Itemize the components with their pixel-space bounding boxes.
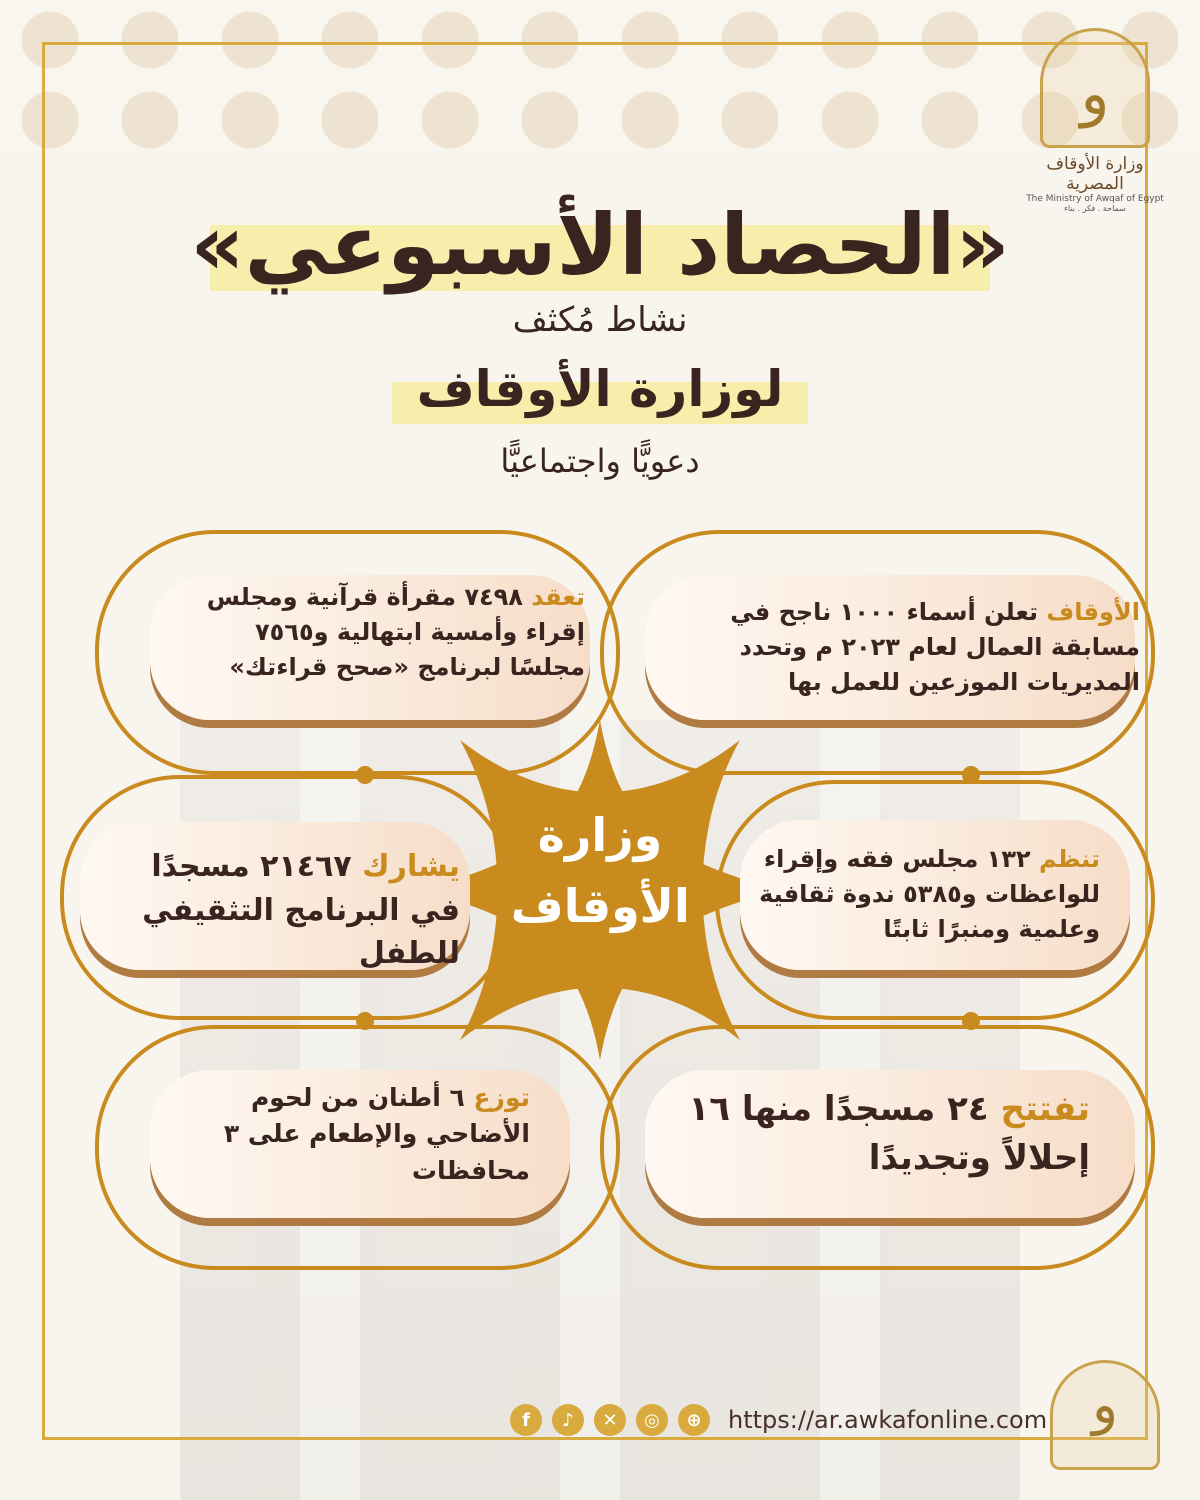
website-link[interactable]: https://ar.awkafonline.com (728, 1406, 1048, 1434)
logo-tagline: سماحة . فكر . بناء (1064, 204, 1126, 213)
connector-dot (962, 1012, 980, 1030)
dome-icon (1040, 28, 1150, 148)
card-mid-left-hl: يشارك (362, 849, 460, 884)
connector-dot (356, 766, 374, 784)
card-top-right-text (660, 595, 1140, 699)
footer (510, 1400, 1047, 1440)
logo-name: وزارة الأوقاف المصرية (1046, 154, 1144, 194)
center-line-2: الأوقاف (510, 879, 690, 934)
card-top-left-body: ٧٤٩٨ مقرأة قرآنية ومجلس إقراء وأمسية ابتهالية و٧٥٦٥ مجلسًا لبرنامج «صحح قراءتك» (206, 583, 585, 681)
card-bottom-left-hl: توزع (473, 1083, 530, 1112)
card-mid-left-body: ٢١٤٦٧ مسجدًا في البرنامج التثقيفي للطفل (142, 849, 460, 971)
card-bottom-right-body: ٢٤ مسجدًا منها ١٦ إحلالاً وتجديدًا (688, 1089, 1090, 1179)
card-mid-right-hl: تنظم (1038, 845, 1100, 873)
center-line-1: وزارة (537, 808, 663, 862)
logo-name-en: The Ministry of Awqaf of Egypt (1026, 194, 1164, 204)
subtitle-2: لوزارة الأوقاف (416, 360, 784, 418)
card-top-left-text (180, 580, 585, 684)
instagram-icon[interactable]: ◎ (636, 1404, 668, 1436)
card-top-right-body: تعلن أسماء ١٠٠٠ ناجح في مسابقة العمال لعام ٢٠٢٣ م وتحدد المديريات الموزعين للعمل بها (730, 598, 1140, 696)
subtitle-3: دعويًّا واجتماعيًّا (500, 442, 700, 480)
card-bottom-left-body: ٦ أطنان من لحوم الأضاحي والإطعام على ٣ محافظات (223, 1083, 530, 1185)
tiktok-icon[interactable]: ♪ (552, 1404, 584, 1436)
ministry-logo (1020, 28, 1170, 218)
card-top-right-hl: الأوقاف (1046, 598, 1140, 626)
globe-icon[interactable]: ⊕ (678, 1404, 710, 1436)
card-mid-right-body: ١٣٢ مجلس فقه وإقراء للواعظات و٥٣٨٥ ندوة ثقافية وعلمية ومنبرًا ثابتًا (759, 845, 1100, 943)
card-mid-right-text (745, 842, 1100, 946)
x-icon[interactable]: ✕ (594, 1404, 626, 1436)
connector-dot (962, 766, 980, 784)
card-top-left-hl: تعقد (531, 583, 585, 611)
connector-dot (356, 1012, 374, 1030)
footer-logo (1050, 1360, 1160, 1470)
card-mid-left-text (100, 845, 460, 976)
card-bottom-right-hl: تفتتح (1000, 1089, 1090, 1129)
subtitle-1: نشاط مُكثف (512, 300, 688, 340)
card-bottom-right-text (680, 1085, 1090, 1184)
facebook-icon[interactable]: f (510, 1404, 542, 1436)
footer-logo-glyph: و (1091, 1373, 1119, 1436)
card-bottom-left-text (200, 1080, 530, 1189)
page-title: «الحصاد الأسبوعي» (190, 196, 1010, 294)
logo-glyph: و (1080, 59, 1110, 129)
